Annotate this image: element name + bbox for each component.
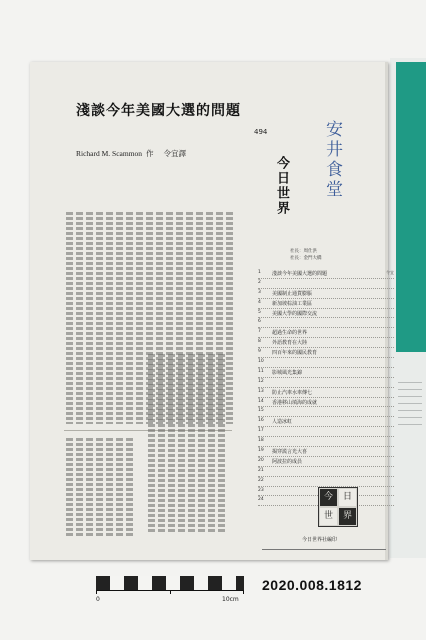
toc-entry	[258, 328, 394, 338]
article-title: 淺談今年美國大選的問題	[76, 103, 241, 119]
toc-entry-title: 人造冰虹	[272, 419, 293, 426]
logo-char: 界	[339, 508, 356, 525]
toc-entry-number: 17	[258, 428, 264, 434]
toc-entry	[258, 318, 394, 328]
toc-entry-title: 淺談今年美國大選的問題	[272, 271, 328, 277]
toc-entry	[258, 348, 394, 358]
toc-entry	[258, 427, 394, 437]
magazine-logo	[318, 487, 358, 527]
toc-entry-number: 2	[258, 279, 261, 285]
toc-entry-title: 防止汽車水車傳七	[272, 389, 313, 396]
toc-entry	[258, 437, 394, 447]
toc-entry	[258, 309, 394, 319]
toc-entry	[258, 417, 394, 427]
toc-entry	[258, 378, 394, 388]
toc-list	[258, 269, 394, 506]
toc-entry-title: 阿波拉的成員	[272, 458, 303, 465]
logo-char: 日	[339, 489, 356, 506]
toc-entry-number: 20	[258, 457, 264, 463]
toc-entry-number: 14	[258, 398, 264, 404]
toc-entry	[258, 338, 394, 348]
toc-entry-title: 美國大學的國際交流	[272, 310, 318, 317]
toc-entry-author: 令宜	[386, 270, 394, 275]
toc-entry-number: 23	[258, 487, 264, 493]
toc-entry	[258, 407, 394, 417]
toc-entry-title: 揭穿謊言光大喜	[272, 449, 308, 456]
toc-entry-number: 13	[258, 388, 264, 394]
toc-entry-number: 6	[258, 319, 261, 325]
toc-entry-title: 超過生命的世界	[272, 330, 308, 337]
author-name: Richard M. Scammon	[76, 149, 143, 158]
scale-label-start: 0	[96, 596, 100, 603]
toc-entry-title: 四百年來的國民教育	[272, 350, 318, 357]
toc-entry-number: 12	[258, 378, 264, 384]
toc-entry-number: 11	[258, 368, 264, 374]
toc-entry	[258, 467, 394, 477]
toc-entry-number: 9	[258, 349, 261, 355]
toc-entry-number: 10	[258, 359, 264, 365]
toc-entry-number: 1	[258, 270, 261, 275]
toc-entry	[258, 368, 394, 378]
staff-line: 社長：金門大橋	[290, 256, 322, 261]
handwritten-note-line-2: 食堂	[322, 160, 342, 200]
article-body-left-lower	[64, 438, 140, 538]
handwritten-note	[320, 120, 351, 200]
logo-char: 世	[320, 508, 337, 525]
toc-entry-number: 16	[258, 418, 264, 424]
toc-entry-title: 美國制止通貨膨脹	[272, 290, 313, 297]
toc-entry-number: 24	[258, 497, 264, 503]
accession-number: 2020.008.1812	[262, 577, 362, 593]
toc-entry-title: 外語教育在大陸	[272, 340, 308, 347]
staff-line: 社長：周仕洪	[290, 249, 317, 254]
toc-entry-title: 香港移山填海的成就	[272, 399, 318, 406]
article-body-lower	[146, 354, 230, 532]
toc-entry	[258, 289, 394, 299]
toc-entry-number: 19	[258, 448, 264, 454]
toc-entry	[258, 398, 394, 408]
scale-bar	[96, 576, 244, 590]
toc-entry-number: 8	[258, 339, 261, 345]
color-scale-ruler	[96, 566, 244, 616]
staff-credits	[290, 248, 322, 262]
toc-entry-number: 21	[258, 467, 264, 473]
toc-entry-number: 7	[258, 329, 261, 335]
scale-label-end: 10cm	[222, 596, 239, 603]
adjacent-page	[390, 58, 426, 558]
toc-entry-title: 新加坡棕油工業區	[272, 300, 313, 307]
table-of-contents-panel	[238, 62, 394, 560]
publisher-line	[302, 536, 337, 543]
translator-credit: 令宜譯	[163, 149, 187, 158]
toc-entry	[258, 447, 394, 457]
handwritten-note-line-1: 安井	[322, 120, 342, 160]
toc-entry-number: 3	[258, 289, 261, 295]
author-role: 作	[146, 149, 154, 158]
toc-entry-number: 4	[258, 299, 261, 305]
article-byline	[76, 148, 186, 159]
page-number: 494	[254, 128, 268, 136]
logo-char: 今	[320, 489, 337, 506]
toc-entry-number: 18	[258, 438, 264, 444]
toc-entry-number: 22	[258, 477, 264, 483]
toc-entry-number: 15	[258, 408, 264, 414]
toc-entry	[258, 299, 394, 309]
toc-entry	[258, 269, 394, 279]
adjacent-page-green-block	[396, 62, 426, 352]
magazine-title: 今日世界	[274, 156, 289, 216]
toc-entry-number: 5	[258, 309, 261, 315]
colophon-rule	[262, 549, 386, 550]
toc-entry	[258, 358, 394, 368]
toc-entry-title: 影城風光集錦	[272, 369, 303, 376]
toc-entry	[258, 477, 394, 487]
magazine-page	[30, 62, 394, 560]
toc-entry	[258, 457, 394, 467]
toc-entry	[258, 388, 394, 398]
adjacent-page-text	[390, 376, 426, 425]
toc-entry	[258, 279, 394, 289]
publisher-name: 今日世界社編印	[302, 537, 338, 543]
